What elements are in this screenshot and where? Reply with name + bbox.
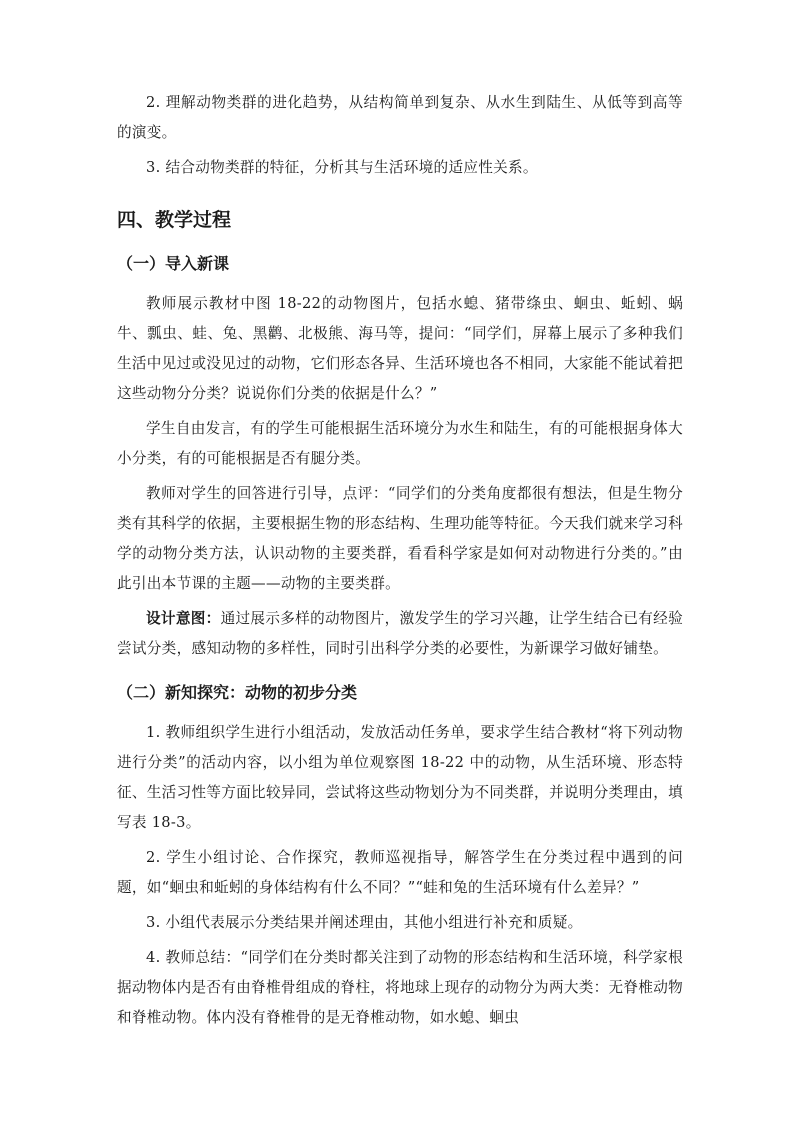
design-intent-text: 通过展示多样的动物图片，激发学生的学习兴趣，让学生结合已有经验尝试分类，感知动物的多样性，同时引出科学分类的必要性，为新课学习做好铺垫。: [117, 610, 683, 657]
design-intent-label: 设计意图：: [146, 610, 221, 627]
exploration-step-4: 4. 教师总结：“同学们在分类时都关注到了动物的形态结构和生活环境，科学家根据动物体内是否有由脊椎骨组成的脊柱，将地球上现存的动物分为两大类：无脊椎动物和脊椎动物。体内没有脊椎骨的是无脊椎动物，如水螅、蛔虫: [117, 949, 683, 1026]
exploration-step-2: 2. 学生小组讨论、合作探究，教师巡视指导，解答学生在分类过程中遇到的问题，如“蛔虫和蚯蚓的身体结构有什么不同？”“蛙和兔的生活环境有什么差异？”: [117, 849, 683, 896]
objective-2: 2. 理解动物类群的进化趋势，从结构简单到复杂、从水生到陆生、从低等到高等的演变。: [117, 94, 683, 141]
document-page: [117, 88, 683, 1038]
intro-paragraph-3: 教师对学生的回答进行引导，点评：“同学们的分类角度都很有想法，但是生物分类有其科学的依据，主要根据生物的形态结构、生理功能等特征。今天我们就来学习科学的动物分类方法，认识动物的主要类群，看看科学家是如何对动物进行分类的。”由此引出本节课的主题——动物的主要类群。: [117, 485, 683, 592]
design-intent-paragraph: [117, 604, 683, 664]
exploration-step-1: 1. 教师组织学生进行小组活动，发放活动任务单，要求学生结合教材“将下列动物进行分类”的活动内容，以小组为单位观察图 18-22 中的动物，从生活环境、形态特征、生活习性等方面比较异同，尝试将这些动物划分为不同类群，并说明分类理由，填写表 18-3。: [117, 724, 683, 831]
exploration-step-3: 3. 小组代表展示分类结果并阐述理由，其他小组进行补充和质疑。: [146, 914, 583, 931]
section-title-teaching-process: 四、教学过程: [117, 209, 232, 231]
intro-paragraph-2: 学生自由发言，有的学生可能根据生活环境分为水生和陆生，有的可能根据身体大小分类，有的可能根据是否有腿分类。: [117, 420, 683, 467]
objective-3: 3. 结合动物类群的特征，分析其与生活环境的适应性关系。: [146, 159, 538, 176]
intro-paragraph-1: 教师展示教材中图 18-22的动物图片，包括水螅、猪带绦虫、蛔虫、蚯蚓、蜗牛、瓢虫、蛙、兔、黑鹳、北极熊、海马等，提问：“同学们，屏幕上展示了多种我们生活中见过或没见过的动物，它们形态各异、生活环境也各不相同，大家能不能试着把这些动物分分类？说说你们分类的依据是什么？”: [117, 295, 683, 402]
subsection-title-exploration: （二）新知探究：动物的初步分类: [117, 683, 358, 702]
subsection-title-intro: （一）导入新课: [117, 254, 230, 273]
